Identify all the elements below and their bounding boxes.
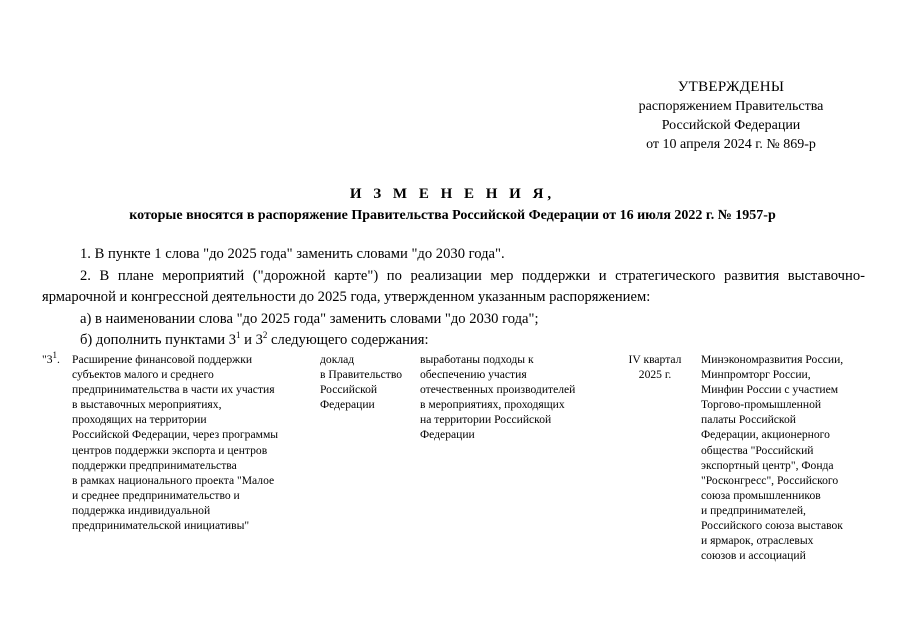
approval-line: Российской Федерации [661,118,801,133]
approval-title: УТВЕРЖДЕНЫ [677,79,785,95]
cell-line: на территории Российской [420,413,552,427]
document-type-cell [320,352,416,412]
cell-line: в Правительство [320,368,403,382]
superscript: 1 [236,330,241,341]
cell-line: Федерации [420,428,475,442]
cell-line: 2025 г. [638,368,672,382]
cell-line: Российской Федерации, через программы [72,428,279,442]
cell-line: в мероприятиях, проходящих [420,398,565,412]
document-title: И З М Е Н Е Н И Я, [349,186,556,202]
cell-line: общества "Российский [701,443,814,457]
row-number-text: . [57,353,60,366]
cell-line: Минпромторг России, [701,368,811,382]
cell-line: и среднее предпринимательство и [72,488,240,502]
cell-line: "Росконгресс", Российского [701,473,839,487]
cell-line: Торгово-промышленной [701,398,822,412]
responsible-cell [701,352,867,563]
cell-line: и ярмарок, отраслевых [701,534,814,548]
deadline-cell [622,352,688,382]
paragraph-3: а) в наименовании слова "до 2025 года" заменить словами "до 2030 года"; [80,310,539,327]
paragraph-2: 2. В плане мероприятий ("дорожной карте") по реализации мер поддержки и стратегического развития выставочно-ярмарочной и конгрессной деятельности до 2025 года, утвержденном указанным распоряжением: [42,267,865,306]
cell-line: обеспечению участия [420,368,527,382]
cell-line: союзов и ассоциаций [701,549,806,563]
paragraph-4-text: б) дополнить пунктами 3 [80,332,236,349]
cell-line: проходящих на территории [72,413,207,427]
cell-line: предпринимательства в части их участия [72,383,275,397]
cell-line: экспортный центр", Фонда [701,458,834,472]
cell-line: союза промышленников [701,488,821,502]
approval-date: от 10 апреля 2024 г. № 869-р [646,137,816,152]
row-number [42,352,70,367]
cell-line: в рамках национального проекта "Малое [72,473,275,487]
row-number-text: "3 [42,353,53,366]
document-body [42,244,865,352]
cell-line: Российского союза выставок [701,519,843,533]
cell-line: Российской [320,383,378,397]
document-subtitle: которые вносятся в распоряжение Правительства Российской Федерации от 16 июля 2022 г. № 1957-р [129,208,776,223]
paragraph-1: 1. В пункте 1 слова "до 2025 года" заменить словами "до 2030 года". [80,246,505,262]
cell-line: Минэкономразвития России, [701,353,844,366]
cell-line: Федерации [320,398,375,412]
cell-line: поддержки предпринимательства [72,458,237,472]
measure-cell [72,352,316,533]
cell-line: IV квартал [628,353,682,366]
paragraph-4-text: следующего содержания: [267,332,429,349]
cell-line: доклад [320,353,355,366]
result-cell [420,352,616,443]
cell-line: выработаны подходы к [420,353,534,366]
superscript: 1 [52,350,58,361]
cell-line: и предпринимателей, [701,503,806,517]
cell-line: отечественных производителей [420,383,576,397]
cell-line: Федерации, акционерного [701,428,830,442]
cell-line: поддержка индивидуальной [72,503,211,517]
cell-line: палаты Российской [701,413,796,427]
paragraph-4 [42,330,865,352]
cell-line: Минфин России с участием [701,383,839,397]
approval-stamp [600,78,862,154]
cell-line: центров поддержки экспорта и центров [72,443,268,457]
cell-line: предпринимательской инициативы" [72,519,250,533]
cell-line: в выставочных мероприятиях, [72,398,222,412]
superscript: 2 [262,330,268,341]
cell-line: субъектов малого и среднего [72,368,214,382]
paragraph-4-text: и 3 [240,332,263,349]
approval-line: распоряжением Правительства [638,99,824,114]
cell-line: Расширение финансовой поддержки [72,353,253,366]
